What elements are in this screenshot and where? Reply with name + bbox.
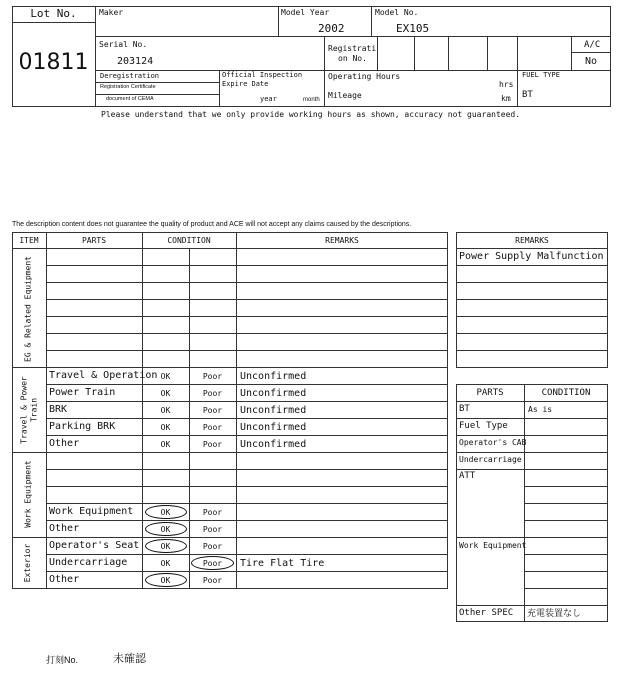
model-year-value: 2002 (318, 22, 345, 35)
other-spec-label: Other SPEC (459, 608, 514, 618)
divider (456, 316, 608, 317)
remarks-header: REMARKS (515, 236, 549, 245)
model-no-label: Model No. (375, 8, 419, 17)
divider (524, 571, 608, 572)
divider (46, 282, 448, 283)
model-no-value: EX105 (396, 22, 430, 35)
ok-option[interactable]: OK (160, 559, 171, 568)
part-name: Work Equipment (49, 506, 134, 517)
bt-label: BT (459, 404, 470, 414)
part-name: Operator's Seat (49, 540, 140, 551)
serial-value: 203124 (117, 56, 154, 67)
fuel-type-label: FUEL TYPE (522, 71, 560, 79)
disclaimer: The description content does not guarantee the quality of product and ACE will not accept any claims caused by the descriptions. (12, 221, 412, 228)
poor-option[interactable]: Poor (202, 406, 223, 415)
lot-label: Lot No. (30, 7, 77, 20)
bt-value: As is (528, 405, 553, 414)
poor-option[interactable]: Poor (202, 542, 223, 551)
reg-cert-label: Registration Certificate (100, 84, 156, 90)
poor-option[interactable]: Poor (202, 576, 223, 585)
col-condition: CONDITION (167, 236, 211, 245)
divider (46, 503, 448, 504)
divider (46, 418, 448, 419)
km-label: km (501, 94, 511, 103)
section-travel-label: Travel & Power Train (19, 376, 39, 444)
hours-notice: Please understand that we only provide working hours as shown, accuracy not guaranteed. (101, 110, 521, 119)
remark-value: Unconfirmed (240, 388, 307, 399)
part-name: Undercarriage (49, 557, 128, 568)
divider (448, 36, 449, 70)
divider (377, 36, 378, 70)
divider (456, 248, 608, 249)
divider (95, 82, 219, 83)
divider (571, 36, 572, 70)
remark-value: Tire Flat Tire (240, 558, 325, 569)
part-name: Power Train (49, 387, 116, 398)
month-label: month (303, 97, 320, 103)
operators-cab-label: Operator's CAB (459, 438, 527, 447)
registration-label-2: on No. (338, 54, 367, 63)
fuel-type-value: BT (522, 90, 533, 100)
ac-label: A/C (584, 40, 601, 50)
model-year-label: Model Year (281, 8, 330, 17)
divider (12, 452, 448, 453)
hrs-label: hrs (499, 80, 514, 89)
fuel-type-label: Fuel Type (459, 421, 508, 431)
att-label: ATT (459, 471, 476, 481)
divider (46, 333, 448, 334)
divider (46, 384, 448, 385)
divider (456, 605, 608, 606)
poor-option[interactable]: Poor (202, 508, 223, 517)
remark-value: Unconfirmed (240, 422, 307, 433)
divider (524, 503, 608, 504)
poor-option[interactable]: Poor (202, 440, 223, 449)
divider (46, 520, 448, 521)
col-condition: CONDITION (541, 388, 591, 398)
undercarriage-label: Undercarriage (459, 455, 522, 464)
stamp-label: 打刻No. (46, 655, 79, 665)
inspection-label: Official Inspection (222, 71, 303, 79)
divider (46, 265, 448, 266)
col-parts: PARTS (81, 236, 107, 245)
divider (456, 265, 608, 266)
divider (46, 554, 448, 555)
divider (414, 36, 415, 70)
divider (46, 401, 448, 402)
divider (46, 350, 448, 351)
poor-option[interactable]: Poor (202, 372, 223, 381)
section-work: Work Equipment (23, 460, 33, 528)
divider (46, 486, 448, 487)
operating-hours-label: Operating Hours (328, 72, 401, 81)
section-travel (20, 368, 40, 453)
divider (219, 70, 220, 107)
deregistration-label: Deregistration (100, 72, 160, 80)
divider (46, 232, 47, 589)
ok-option[interactable]: OK (160, 372, 171, 381)
divider (278, 6, 279, 36)
divider (487, 36, 488, 70)
divider (12, 248, 448, 249)
poor-option[interactable]: Poor (202, 389, 223, 398)
divider (456, 418, 608, 419)
divider (371, 6, 372, 36)
divider (456, 350, 608, 351)
ok-option[interactable]: OK (160, 406, 171, 415)
divider (517, 36, 518, 107)
remarks-line: Power Supply Malfunction (459, 251, 604, 262)
col-parts: PARTS (476, 388, 504, 398)
divider (324, 36, 325, 107)
remark-value: Unconfirmed (240, 405, 307, 416)
part-name: Other (49, 523, 80, 534)
col-item: ITEM (19, 236, 39, 245)
divider (46, 435, 448, 436)
divider (456, 435, 608, 436)
divider (524, 486, 608, 487)
divider (456, 299, 608, 300)
divider (456, 333, 608, 334)
ok-option[interactable]: OK (160, 525, 171, 534)
divider (12, 367, 448, 368)
divider (236, 232, 237, 589)
mileage-label: Mileage (328, 91, 362, 100)
divider (95, 6, 96, 107)
divider (95, 94, 219, 95)
part-name: Travel & Operation (49, 370, 158, 381)
divider (46, 299, 448, 300)
year-label: year (260, 95, 277, 103)
inspection-label-2: Expire Date (222, 80, 269, 88)
divider (524, 554, 608, 555)
divider (524, 520, 608, 521)
registration-label: Registrati (328, 44, 377, 53)
ac-value: No (585, 56, 598, 67)
divider (456, 537, 608, 538)
divider (46, 316, 448, 317)
work-equipment-label: Work Equipment (459, 541, 527, 550)
divider (524, 588, 608, 589)
divider (46, 571, 448, 572)
ok-option[interactable]: OK (160, 440, 171, 449)
poor-option[interactable]: Poor (202, 423, 223, 432)
divider (12, 22, 95, 23)
part-name: Other (49, 574, 80, 585)
divider (456, 469, 608, 470)
ok-option[interactable]: OK (160, 423, 171, 432)
divider (456, 401, 608, 402)
ok-option[interactable]: OK (160, 542, 171, 551)
divider (456, 282, 608, 283)
part-name: BRK (49, 404, 68, 415)
ok-option[interactable]: OK (160, 576, 171, 585)
ok-option[interactable]: OK (160, 508, 171, 517)
part-name: Parking BRK (49, 421, 116, 432)
part-name: Other (49, 438, 80, 449)
poor-option[interactable]: Poor (202, 559, 223, 568)
divider (456, 452, 608, 453)
divider (95, 36, 611, 37)
remark-value: Unconfirmed (240, 371, 307, 382)
ok-option[interactable]: OK (160, 389, 171, 398)
section-eg: EG & Related Equipment (23, 256, 33, 362)
divider (571, 52, 611, 53)
stamp-value: 未確認 (113, 653, 146, 665)
col-remarks: REMARKS (325, 236, 359, 245)
serial-label: Serial No. (99, 40, 148, 49)
divider (12, 537, 448, 538)
lot-number: 01811 (18, 50, 89, 75)
other-spec-value: 充電装置なし (527, 608, 582, 618)
poor-option[interactable]: Poor (202, 525, 223, 534)
maker-label: Maker (99, 8, 124, 17)
cema-label: document of CEMA (106, 96, 154, 102)
divider (46, 469, 448, 470)
section-exterior: Exterior (23, 543, 32, 583)
remark-value: Unconfirmed (240, 439, 307, 450)
